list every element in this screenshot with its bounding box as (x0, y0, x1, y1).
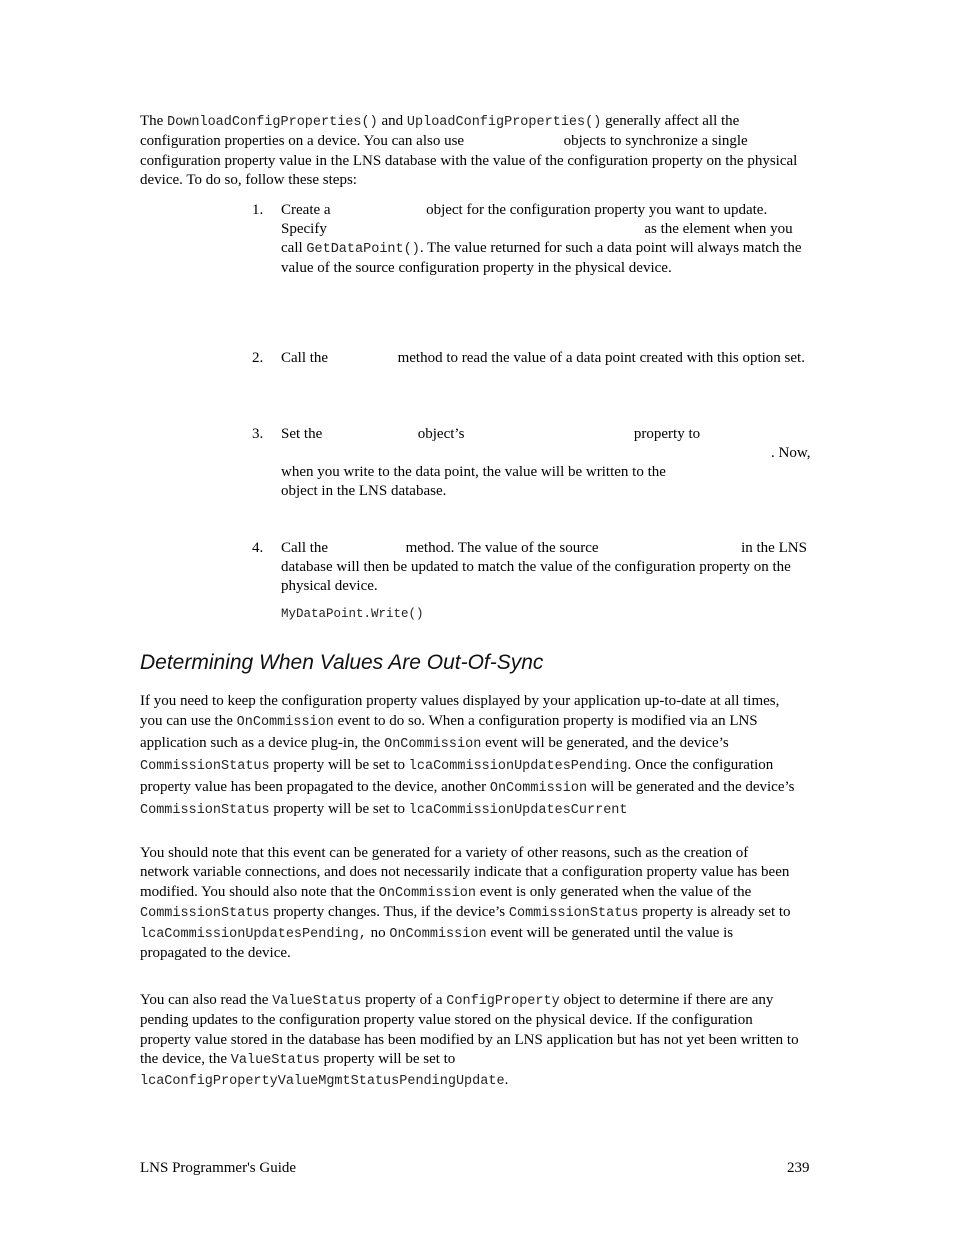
para-text: property will be set to (269, 757, 409, 773)
para-text: event will be generated, and the device’s (481, 735, 729, 751)
page-number: 239 (787, 1160, 810, 1176)
para-text: event will be generated until the value is propagated to the device. (140, 924, 734, 962)
para-text: event is only generated when the value of the (475, 883, 752, 900)
para-text: event to do so. When a configuration property is modified via an LNS application such as a device plug-in, the (140, 713, 758, 751)
para-text: . Once the configuration property value has been propagated to the device, another (140, 757, 774, 795)
para-text: property will be set to (319, 1051, 456, 1068)
step-body (281, 425, 811, 501)
para-text: will be generated and the device’s (587, 779, 795, 795)
para-text: no (366, 924, 390, 941)
intro-text: The (140, 113, 168, 129)
step-body (281, 201, 811, 278)
paragraph-oncommission (140, 691, 800, 821)
code-term: OnCommission (378, 885, 476, 901)
code-term: ValueStatus (272, 994, 362, 1009)
code-term: CommissionStatus (140, 759, 270, 774)
code-term: lcaCommissionUpdatesPending, (140, 926, 367, 942)
step-text: method to read the value of a data point created with this option set. (393, 350, 805, 366)
code-term: CommissionStatus (508, 906, 639, 922)
step-text: Set the (281, 426, 326, 442)
intro-paragraph (140, 112, 800, 191)
code-term: OnCommission (489, 781, 588, 796)
step-text: property to (630, 426, 701, 442)
code-term: lcaCommissionUpdatesPending (408, 759, 628, 774)
para-text: property of a (361, 992, 447, 1008)
step-text: Call the (281, 350, 332, 366)
step-text: . Now, when you write to the data point, the value will be written to the (281, 445, 811, 480)
code-term: ValueStatus (230, 1053, 320, 1069)
intro-text: objects to synchronize a single configuration property value in the LNS database with the value of the configuration property on the physical device. To do so, follow these steps: (140, 133, 798, 189)
step-text: . The value returned for such a data point will always match the value of the source configuration property in the physical device. (281, 240, 802, 276)
step-text: object for the configuration property you want to update. Specify (281, 202, 768, 237)
code-getdatapoint: GetDataPoint() (306, 242, 420, 257)
step-text: object in the LNS database. (281, 483, 447, 499)
step-text: method. The value of the source (401, 540, 603, 556)
step-number: 4. (252, 540, 264, 556)
para-text: property is already set to (638, 904, 791, 921)
intro-text: and (377, 113, 407, 129)
step-body (281, 539, 811, 596)
code-term: OnCommission (384, 737, 482, 752)
code-term: OnCommission (389, 926, 487, 942)
step-text: Call the (281, 540, 332, 556)
code-term: lcaCommissionUpdatesCurrent (408, 803, 628, 818)
para-text: object to determine if there are any pending updates to the configuration property value stored on the physical device. If the configuration property value stored in the database has been modified by an LNS application but has not yet been written to the device, the (140, 992, 799, 1068)
step-text: Create a (281, 202, 335, 218)
paragraph-note (140, 844, 800, 963)
step-text: object’s (414, 426, 469, 442)
intro-text: generally affect all the configuration properties on a device. You can also use (140, 113, 740, 150)
section-heading: Determining When Values Are Out-Of-Sync (140, 651, 544, 674)
code-term: ConfigProperty (446, 994, 560, 1009)
step-text: in the LNS database will then be updated to match the value of the configuration property on the physical device. (281, 540, 807, 594)
para-text: If you need to keep the configuration property values displayed by your application up-to-date at all times, you can use the (140, 693, 780, 729)
para-text: . (504, 1071, 509, 1088)
code-term: lcaConfigPropertyValueMgmtStatusPendingUpdate (140, 1073, 505, 1089)
code-term: CommissionStatus (140, 803, 270, 818)
step-text: as the element when you call (281, 221, 793, 256)
code-example: MyDataPoint.Write() (281, 607, 424, 621)
step-body (281, 349, 811, 368)
code-download-config: DownloadConfigProperties() (167, 115, 378, 130)
code-term: CommissionStatus (140, 906, 270, 922)
para-text: You can also read the (140, 992, 273, 1008)
para-text: property changes. Thus, if the device’s (269, 904, 509, 921)
code-upload-config: UploadConfigProperties() (406, 115, 602, 130)
step-number: 1. (252, 202, 264, 218)
step-number: 3. (252, 426, 264, 442)
para-text: You should note that this event can be generated for a variety of other reasons, such as the creation of network variable connections, and does not necessarily indicate that a configuration property value has been modified. You should also note that the (140, 845, 790, 900)
footer-title: LNS Programmer's Guide (140, 1160, 297, 1176)
para-text: property will be set to (269, 801, 409, 817)
paragraph-valuestatus (140, 991, 800, 1091)
code-term: OnCommission (236, 715, 334, 730)
step-number: 2. (252, 350, 264, 366)
